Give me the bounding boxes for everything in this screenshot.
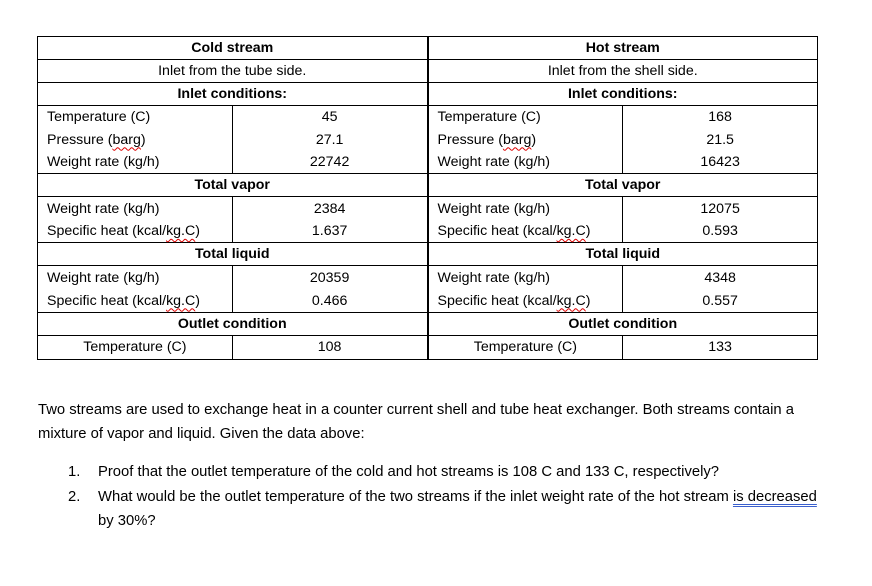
cold-pressure-value: 27.1 bbox=[232, 129, 427, 151]
question-text: What would be the outlet temperature of the two streams if the inlet weight rate of the hot stream is decreased by 30%? bbox=[98, 488, 817, 529]
hot-pressure-label: Pressure (barg) bbox=[428, 129, 623, 151]
hot-weight-value: 16423 bbox=[623, 151, 818, 174]
cold-weight-value: 22742 bbox=[232, 151, 427, 174]
hot-liquid-title: Total liquid bbox=[428, 243, 818, 266]
hot-outlet-temp-label: Temperature (C) bbox=[428, 335, 623, 359]
hot-weight-label: Weight rate (kg/h) bbox=[428, 151, 623, 174]
cold-vapor-weight-value: 2384 bbox=[232, 196, 427, 220]
cold-temp-value: 45 bbox=[232, 106, 427, 129]
cold-inlet-conditions: Inlet conditions: bbox=[38, 83, 428, 106]
cold-liquid-weight-label: Weight rate (kg/h) bbox=[38, 266, 233, 290]
cold-liquid-weight-value: 20359 bbox=[232, 266, 427, 290]
hot-vapor-cp-label: Specific heat (kcal/kg.C) bbox=[428, 220, 623, 243]
hot-pressure-value: 21.5 bbox=[623, 129, 818, 151]
hot-outlet-title: Outlet condition bbox=[428, 312, 818, 335]
cold-liquid-cp-label: Specific heat (kcal/kg.C) bbox=[38, 289, 233, 312]
hot-vapor-weight-label: Weight rate (kg/h) bbox=[428, 196, 623, 220]
cold-inlet-from: Inlet from the tube side. bbox=[38, 60, 428, 83]
cold-temp-label: Temperature (C) bbox=[38, 106, 233, 129]
cold-vapor-cp-label: Specific heat (kcal/kg.C) bbox=[38, 220, 233, 243]
hot-vapor-weight-value: 12075 bbox=[623, 196, 818, 220]
cold-liquid-cp-value: 0.466 bbox=[232, 289, 427, 312]
hot-liquid-cp-label: Specific heat (kcal/kg.C) bbox=[428, 289, 623, 312]
question-item bbox=[60, 485, 820, 534]
question-text: Proof that the outlet temperature of the cold and hot streams is 108 C and 133 C, respectively? bbox=[98, 464, 719, 480]
cold-vapor-weight-label: Weight rate (kg/h) bbox=[38, 196, 233, 220]
hot-liquid-weight-label: Weight rate (kg/h) bbox=[428, 266, 623, 290]
hot-inlet-from: Inlet from the shell side. bbox=[428, 60, 818, 83]
hot-inlet-conditions: Inlet conditions: bbox=[428, 83, 818, 106]
cold-liquid-title: Total liquid bbox=[38, 243, 428, 266]
question-item bbox=[60, 460, 820, 485]
hot-stream-table bbox=[428, 36, 819, 360]
cold-weight-label: Weight rate (kg/h) bbox=[38, 151, 233, 174]
problem-paragraph: Two streams are used to exchange heat in a counter current shell and tube heat exchanger. Both streams contain a mixture of vapor and liquid. Given the data above: bbox=[38, 402, 794, 442]
hot-outlet-temp-value: 133 bbox=[623, 335, 818, 359]
cold-vapor-cp-value: 1.637 bbox=[232, 220, 427, 243]
cold-outlet-title: Outlet condition bbox=[38, 312, 428, 335]
cold-pressure-label: Pressure (barg) bbox=[38, 129, 233, 151]
data-tables bbox=[37, 36, 818, 360]
question-number: 2. bbox=[68, 488, 81, 505]
cold-stream-table bbox=[37, 36, 428, 360]
cold-outlet-temp-value: 108 bbox=[232, 335, 427, 359]
question-number: 1. bbox=[68, 464, 81, 480]
hot-temp-value: 168 bbox=[623, 106, 818, 129]
hot-liquid-weight-value: 4348 bbox=[623, 266, 818, 290]
cold-title: Cold stream bbox=[38, 37, 428, 60]
hot-liquid-cp-value: 0.557 bbox=[623, 289, 818, 312]
cold-outlet-temp-label: Temperature (C) bbox=[38, 335, 233, 359]
hot-temp-label: Temperature (C) bbox=[428, 106, 623, 129]
hot-vapor-title: Total vapor bbox=[428, 173, 818, 196]
hot-title: Hot stream bbox=[428, 37, 818, 60]
cold-vapor-title: Total vapor bbox=[38, 173, 428, 196]
hot-vapor-cp-value: 0.593 bbox=[623, 220, 818, 243]
question-list bbox=[60, 460, 820, 534]
